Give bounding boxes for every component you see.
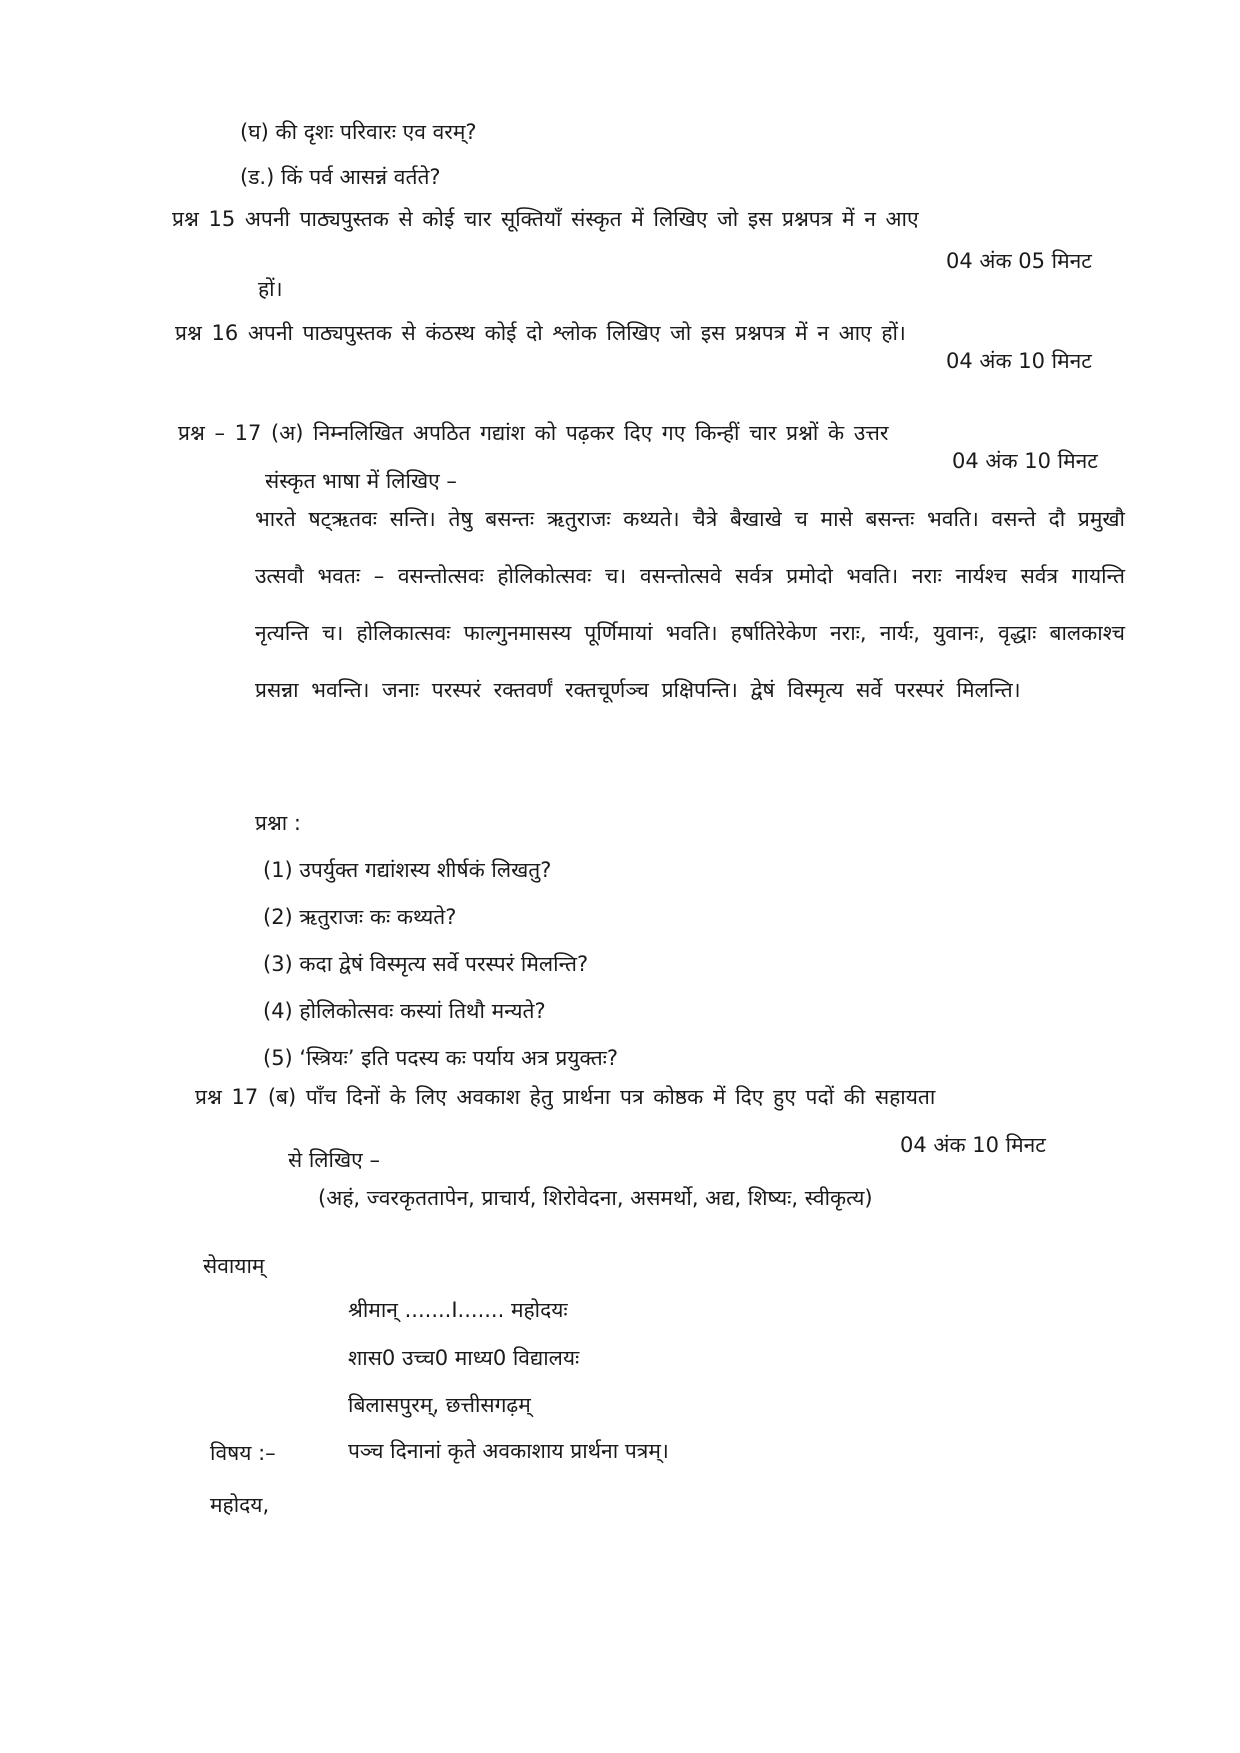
letter-greeting: महोदय, [210, 1493, 270, 1517]
question-17b-text: प्रश्न 17 (ब) पाँच दिनों के लिए अवकाश हेतु प्रार्थना पत्र कोष्ठक में दिए हुए पदों की सहायता [195, 1085, 936, 1109]
question-17a-text: प्रश्न – 17 (अ) निम्नलिखित अपठित गद्यांश को पढ़कर दिए गए किन्हीं चार प्रश्नों के उत्तर [178, 421, 889, 445]
question-17b-text-cont: से लिखिए – [288, 1148, 380, 1172]
unseen-passage: भारते षट्ऋतवः सन्ति। तेषु बसन्तः ऋतुराजः कथ्यते। चैत्रे बैखाखे च मासे बसन्तः भवति। वसन्ते दौ प्रमुखौ उत्सवौ भवतः – वसन्तोत्सवः होलिकोत्सवः च। वसन्तोत्सवे सर्वत्र प्रमोदो भवति। नराः नार्यश्च सर्वत्र गायन्ति नृत्यन्ति च। होलिकात्सवः फाल्गुनमासस्य पूर्णिमायां भवति। हर्षातिरेकेण नराः, नार्यः, युवानः, वृद्धाः बालकाश्च प्रसन्ना भवन्ति। जनाः परस्परं रक्तवर्णं रक्तचूर्णञ्च प्रक्षिपन्ति। द्वेषं विस्मृत्य सर्वे परस्परं मिलन्ति। [255, 507, 1125, 702]
letter-address-line-3: बिलासपुरम्, छत्तीसगढ़म् [348, 1393, 531, 1417]
question-16-marks: 04 अंक 10 मिनट [946, 349, 1092, 373]
passage-question-1: (1) उपर्युक्त गद्यांशस्य शीर्षकं लिखतु? [263, 858, 552, 882]
letter-address-line-1: श्रीमान् .......I....... महोदयः [348, 1298, 568, 1322]
question-17b-marks: 04 अंक 10 मिनट [900, 1133, 1046, 1157]
passage-question-4: (4) होलिकोत्सवः कस्यां तिथौ मन्यते? [263, 999, 546, 1023]
question-15-marks: 04 अंक 05 मिनट [946, 249, 1092, 273]
letter-address-line-2: शास0 उच्च0 माध्य0 विद्यालयः [348, 1346, 580, 1370]
passage-question-3: (3) कदा द्वेषं विस्मृत्य सर्वे परस्परं मिलन्ति? [263, 952, 589, 976]
letter-subject: पञ्च दिनानां कृते अवकाशाय प्रार्थना पत्रम्। [348, 1439, 669, 1463]
q14-item-nga: (ड.) किं पर्व आसन्नं वर्तते? [240, 165, 441, 189]
questions-heading: प्रश्ना : [255, 811, 301, 835]
question-16-text: प्रश्न 16 अपनी पाठ्यपुस्तक से कंठस्थ कोई दो श्लोक लिखिए जो इस प्रश्नपत्र में न आए हों। [175, 321, 906, 345]
letter-salutation: सेवायाम् [203, 1254, 265, 1278]
passage-question-2: (2) ऋतुराजः कः कथ्यते? [263, 905, 457, 929]
question-15-text-cont: हों। [258, 277, 283, 301]
letter-subject-label: विषय :– [210, 1441, 276, 1465]
word-bank: (अहं, ज्वरकृततापेन, प्राचार्य, शिरोवेदना, असमर्थो, अद्य, शिष्यः, स्वीकृत्य) [318, 1186, 873, 1210]
passage-question-5: (5) ‘स्त्रियः’ इति पदस्य कः पर्याय अत्र प्रयुक्तः? [263, 1046, 619, 1070]
question-17a-marks: 04 अंक 10 मिनट [952, 449, 1098, 473]
question-15-text: प्रश्न 15 अपनी पाठ्यपुस्तक से कोई चार सूक्तियाँ संस्कृत में लिखिए जो इस प्रश्नपत्र में न आए [172, 207, 919, 231]
question-17a-text-cont: संस्कृत भाषा में लिखिए – [265, 469, 457, 493]
q14-item-gha: (घ) की दृशः परिवारः एव वरम्? [240, 120, 477, 144]
